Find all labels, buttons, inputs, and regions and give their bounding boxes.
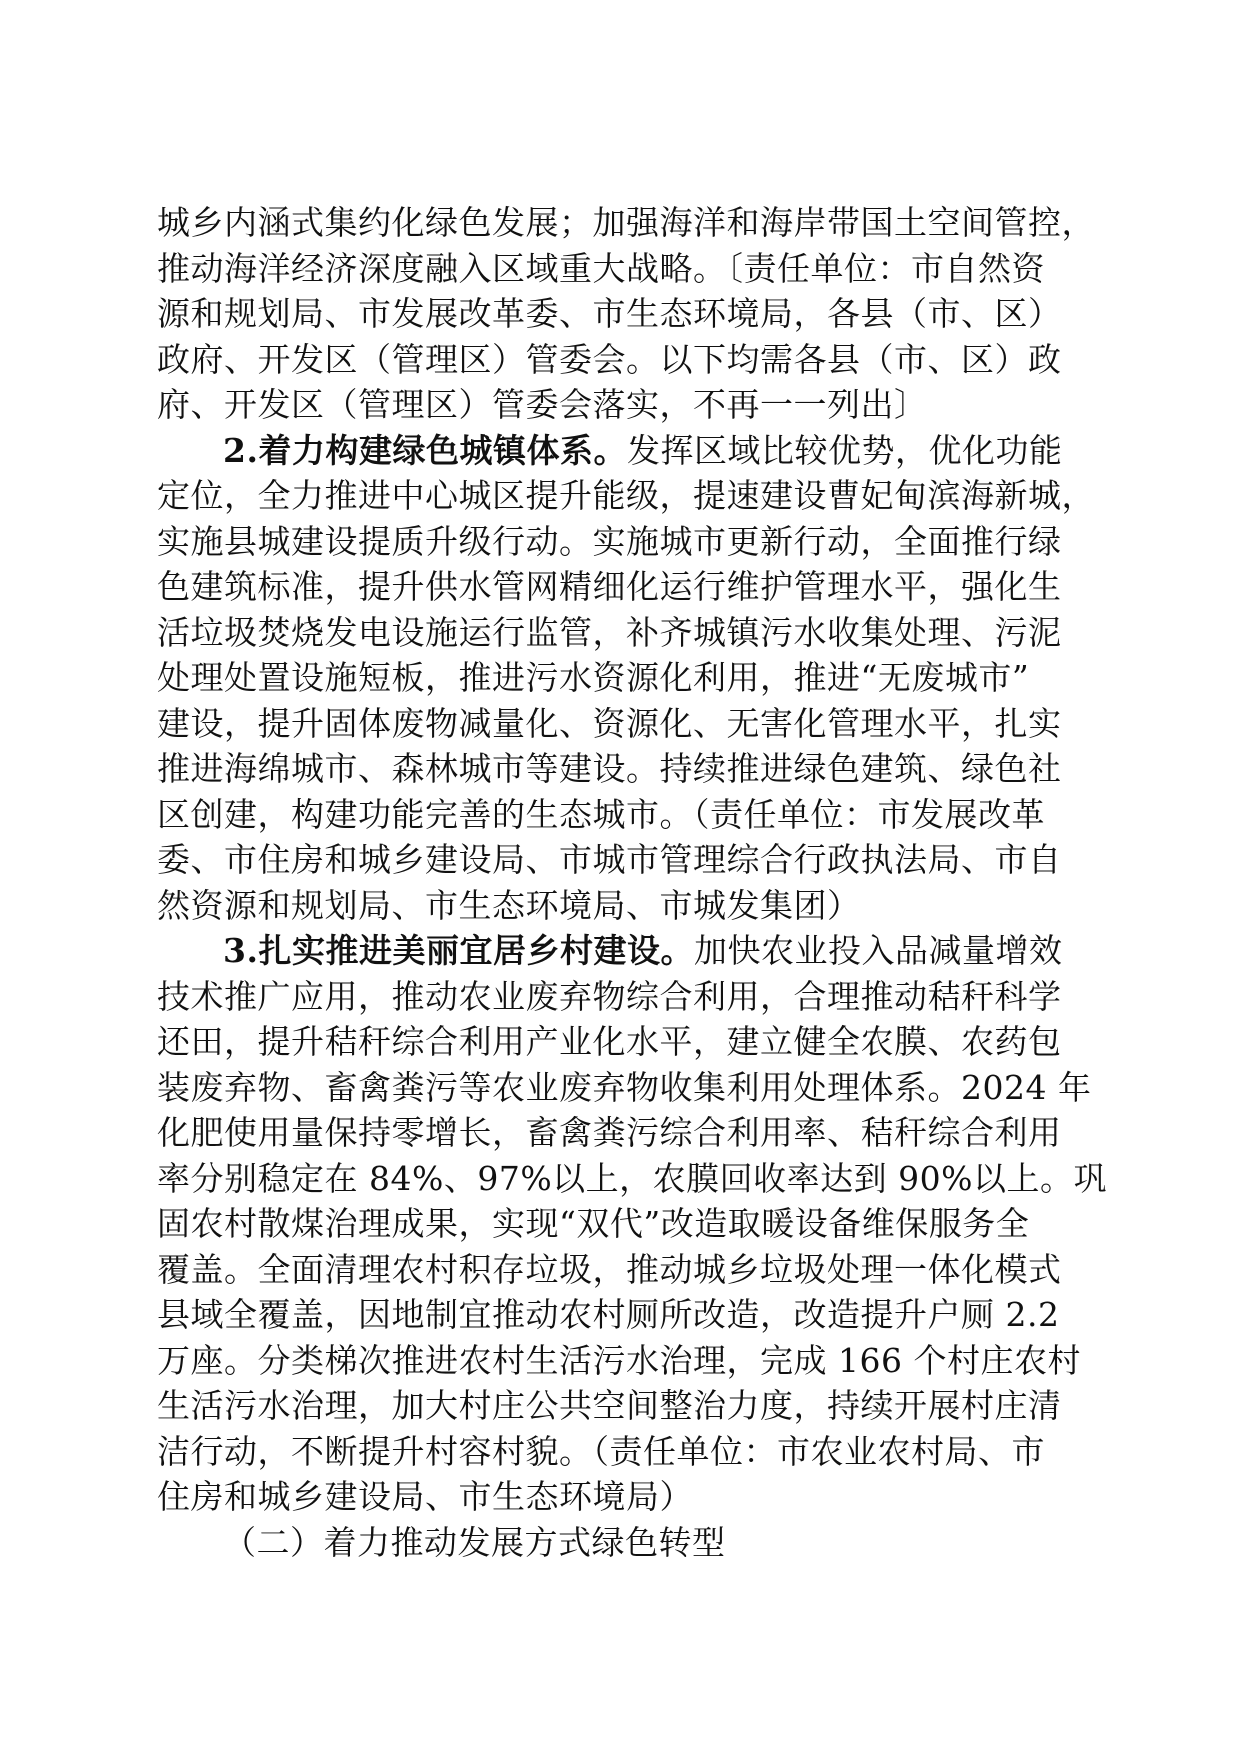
- text-line: 城乡内涵式集约化绿色发展；加强海洋和海岸带国土空间管控，: [157, 203, 1095, 242]
- section-3-first-line: [157, 928, 1082, 974]
- text-line: 建设，提升固体废物减量化、资源化、无害化管理水平，扎实: [157, 703, 1062, 743]
- text-line: 活垃圾焚烧发电设施运行监管，补齐城镇污水收集处理、污泥: [157, 612, 1062, 652]
- text-line: 县域全覆盖，因地制宜推动农村厕所改造，改造提升户厕 2.2: [157, 1295, 1060, 1334]
- text-line: 区创建，构建功能完善的生态城市。（责任单位：市发展改革: [157, 794, 1045, 834]
- text-line: 覆盖。全面清理农村积存垃圾，推动城乡垃圾处理一体化模式: [157, 1249, 1062, 1289]
- text-line: 推进海绵城市、森林城市等建设。持续推进绿色建筑、绿色社: [157, 749, 1062, 788]
- section-2-title: 2.着力构建绿色城镇体系。: [223, 430, 627, 470]
- text-line: 委、市住房和城乡建设局、市城市管理综合行政执法局、市自: [157, 840, 1062, 879]
- text-line: 府、开发区（管理区）管委会落实，不再一一列出〕: [157, 385, 928, 424]
- text-line: 装废弃物、畜禽粪污等农业废弃物收集利用处理体系。2024 年: [157, 1067, 1092, 1107]
- text-line: 率分别稳定在 84%、97%以上，农膜回收率达到 90%以上。巩: [157, 1158, 1108, 1198]
- text-line: 洁行动，不断提升村容村貌。（责任单位：市农业农村局、市: [157, 1431, 1045, 1471]
- text-line: 住房和城乡建设局、市生态环境局）: [157, 1477, 693, 1516]
- text-line: 技术推广应用，推动农业废弃物综合利用，合理推动秸秆科学: [157, 976, 1062, 1016]
- text-line: 推动海洋经济深度融入区域重大战略。〔责任单位：市自然资: [157, 248, 1045, 288]
- text-line: 政府、开发区（管理区）管委会。以下均需各县（市、区）政: [157, 339, 1062, 379]
- section-2-first-line-text: 发挥区域比较优势，优化功能: [626, 430, 1063, 470]
- text-line: 定位，全力推进中心城区提升能级，提速建设曹妃甸滨海新城，: [157, 476, 1095, 515]
- text-line: 化肥使用量保持零增长，畜禽粪污综合利用率、秸秆综合利用: [157, 1113, 1062, 1152]
- section-3-title: 3.扎实推进美丽宜居乡村建设。: [223, 931, 694, 970]
- text-line: 源和规划局、市发展改革委、市生态环境局，各县（市、区）: [157, 294, 1062, 333]
- text-line: 生活污水治理，加大村庄公共空间整治力度，持续开展村庄清: [157, 1386, 1062, 1425]
- text-line: 色建筑标准，提升供水管网精细化运行维护管理水平，强化生: [157, 567, 1062, 606]
- text-line: 万座。分类梯次推进农村生活污水治理，完成 166 个村庄农村: [157, 1340, 1081, 1380]
- document-body: [157, 200, 1108, 1565]
- section-2-first-line: [157, 428, 1082, 474]
- text-line: 还田，提升秸秆综合利用产业化水平，建立健全农膜、农药包: [157, 1022, 1062, 1061]
- text-line: 实施县城建设提质升级行动。实施城市更新行动，全面推行绿: [157, 521, 1062, 561]
- text-line: 然资源和规划局、市生态环境局、市城发集团）: [157, 885, 861, 925]
- text-line: 固农村散煤治理成果，实现“双代”改造取暖设备维保服务全: [157, 1204, 1030, 1243]
- section-3-first-line-text: 加快农业投入品减量增效: [693, 931, 1063, 970]
- section-heading: （二）着力推动发展方式绿色转型: [223, 1522, 726, 1562]
- text-line: 处理处置设施短板，推进污水资源化利用，推进“无废城市”: [157, 658, 1030, 697]
